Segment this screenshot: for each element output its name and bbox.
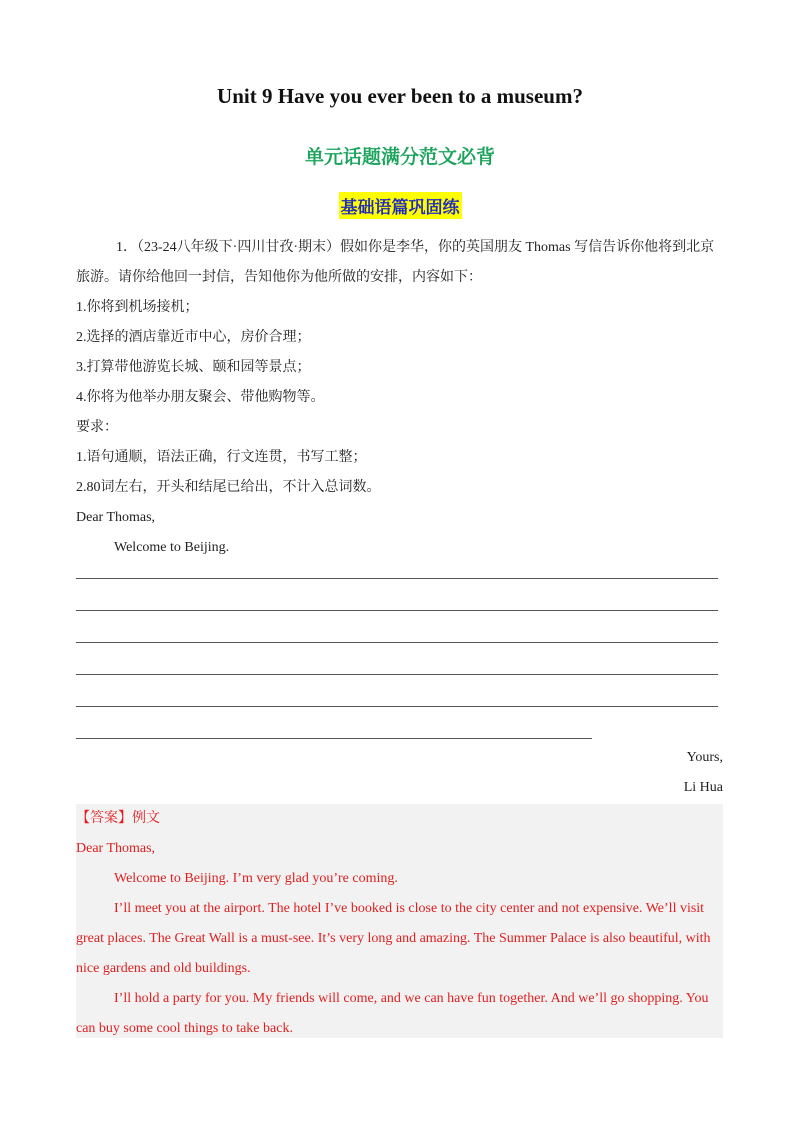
question-point: 3.打算带他游览长城、颐和园等景点； [76, 360, 311, 375]
answer-paragraph: Welcome to Beijing. I’m very glad you’re coming. [114, 871, 398, 886]
letter-signature: Li Hua [683, 780, 723, 795]
writing-line [76, 578, 718, 579]
writing-line [76, 738, 592, 739]
letter-closing: Yours, [686, 750, 723, 765]
answer-label: 【答案】例文 [76, 811, 160, 826]
page-subtitle: 单元话题满分范文必背 [304, 146, 495, 168]
section-header [0, 192, 800, 219]
answer-paragraph: I’ll meet you at the airport. The hotel I’ve booked is close to the city center and not expensive. We’ll visit great places. The Great Wall is a must-see. It’s very long and amazing. The Summer Palace is also beautiful, with nice gardens and old buildings. [76, 901, 711, 976]
writing-lines [76, 578, 718, 770]
answer-salutation: Dear Thomas, [76, 841, 156, 856]
question-intro: 1．（23-24八年级下·四川甘孜·期末）假如你是李华，你的英国朋友 Thomas 写信告诉你他将到北京旅游。请你给他回一封信，告知他你为他所做的安排，内容如下： [76, 240, 715, 285]
answer-paragraph: I’ll hold a party for you. My friends will come, and we can have fun together. And we’ll go shopping. You can buy some cool things to take back. [76, 991, 709, 1036]
writing-line [76, 642, 718, 643]
question-point: 1.你将到机场接机； [76, 300, 199, 315]
writing-line [76, 706, 718, 707]
requirement: 2.80词左右，开头和结尾已给出，不计入总词数。 [76, 480, 381, 495]
question-points [76, 293, 723, 563]
answer-box [76, 804, 723, 1038]
requirement: 1.语句通顺，语法正确，行文连贯，书写工整； [76, 450, 367, 465]
writing-line [76, 674, 718, 675]
letter-salutation: Dear Thomas, [76, 510, 156, 525]
question-point: 4.你将为他举办朋友聚会、带他购物等。 [76, 390, 325, 405]
letter-opening: Welcome to Beijing. [114, 540, 230, 555]
requirements-label: 要求： [76, 420, 118, 435]
section-title: 基础语篇巩固练 [339, 192, 462, 219]
question-point: 2.选择的酒店靠近市中心，房价合理； [76, 330, 311, 345]
writing-line [76, 610, 718, 611]
page-title: Unit 9 Have you ever been to a museum? [217, 84, 583, 108]
